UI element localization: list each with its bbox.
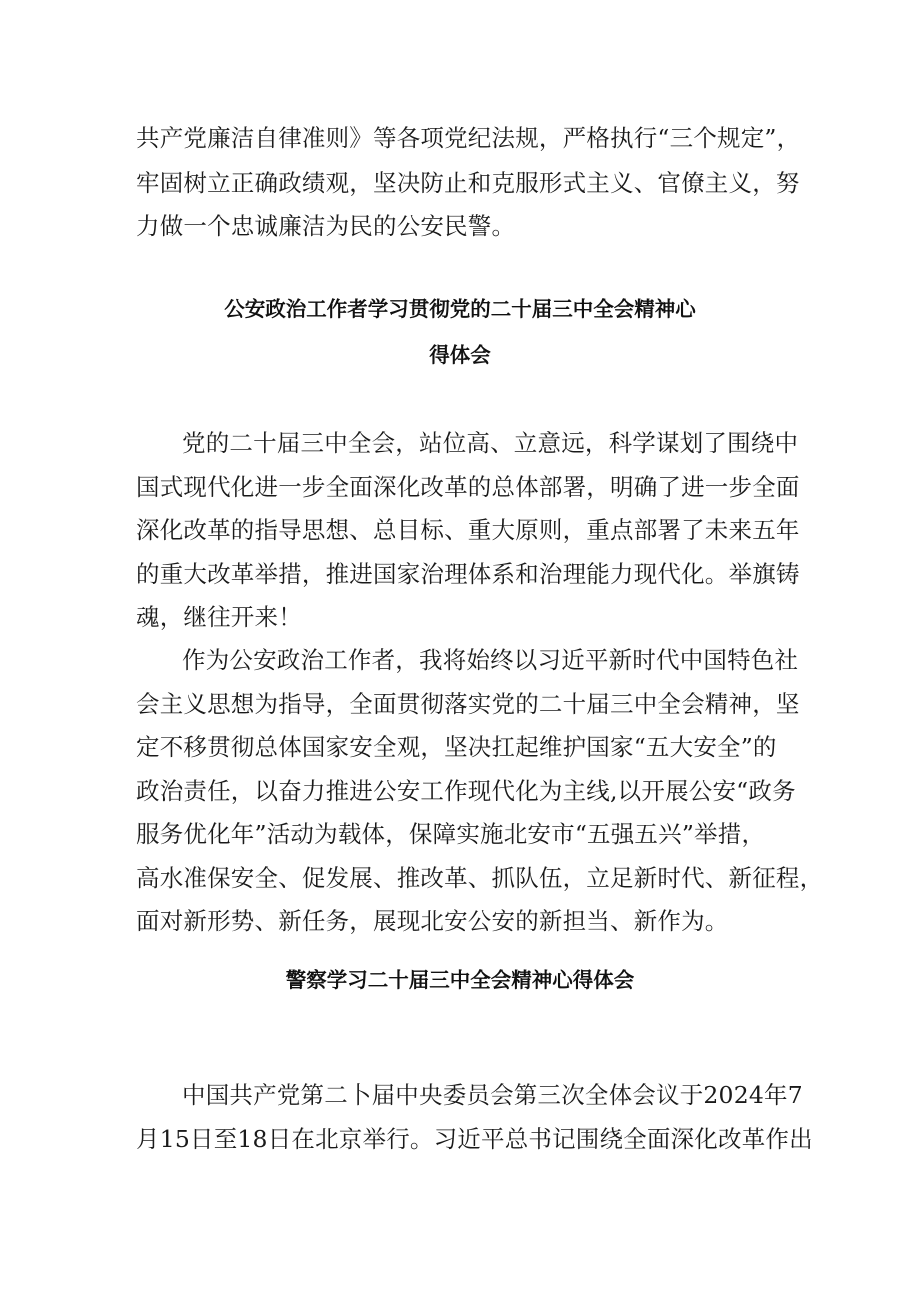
body-text-line: 会主义思想为指导，全面贯彻落实党的二十届三中全会精神，坚 [136,690,800,718]
body-text-line: 面对新形势、新任务，展现北安公安的新担当、新作为。 [136,907,729,935]
body-text-line: 高水准保安全、促发展、推改革、抓队伍，立足新时代、新征程， [136,864,824,892]
body-text-line: 魂，继往开来！ [136,603,302,631]
body-text-line: 服务优化年”活动为载体，保障实施北安市“五强五兴”举措， [136,820,766,848]
body-text-line: 牢固树立正确政绩观，坚决防止和克服形式主义、官僚主义，努 [136,169,800,197]
article-title: 警察学习二十届三中全会精神心得体会 [285,968,635,992]
body-text-line: 深化改革的指导思想、总目标、重大原则，重点部署了未来五年 [136,516,800,544]
body-text-line: 共产党廉洁自律准则》等各项党纪法规，严格执行“三个规定”， [136,124,801,152]
body-text-line: 政治责任，以奋力推进公安工作现代化为主线,以开展公安“政务 [136,777,796,805]
article-title-continuation: 得体会 [429,343,491,367]
paragraph-first-line: 中国共产党第二卜届中央委员会第三次全体会议于2024年7 [182,1081,803,1109]
paragraph-first-line: 作为公安政治工作者，我将始终以习近平新时代中国特色社 [182,646,799,674]
paragraph-first-line: 党的二十届三中全会，站位高、立意远，科学谋划了围绕中 [182,429,799,457]
body-text-line: 定不移贯彻总体国家安全观，坚决扛起维护国家“五大安全”的 [136,733,777,761]
article-title: 公安政治工作者学习贯彻党的二十届三中全会精神心 [224,297,696,321]
body-text-line: 力做一个忠诚廉洁为民的公安民警。 [136,212,516,240]
body-text-line: 的重大改革举措，推进国家治理体系和治理能力现代化。举旗铸 [136,560,800,588]
body-text-line: 国式现代化进一步全面深化改革的总体部署，明确了进一步全面 [136,473,800,501]
body-text-line: 月15日至18日在北京举行。习近平总书记围绕全面深化改革作出 [136,1125,813,1153]
